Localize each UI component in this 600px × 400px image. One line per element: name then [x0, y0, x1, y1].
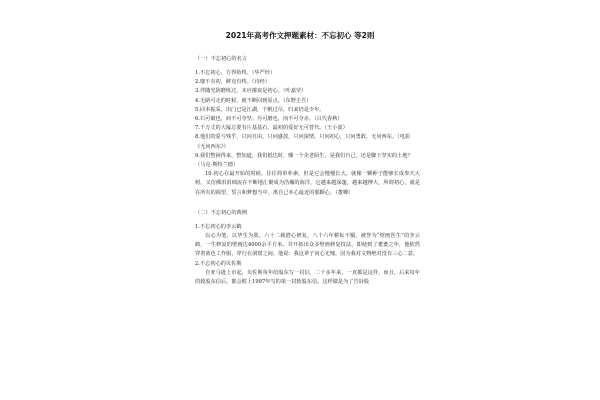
quote-item: 9.我们整困得来，整知道，我们抵达时，哪一个企老陌生，是我们自己，还是脚下坚实的土地？（马克·斯特兰德）: [195, 152, 413, 169]
quote-item: 1.不忘初心，方得始终。（华严经）: [195, 70, 276, 76]
example-subheading: 2.不忘初心的贝佐斯: [195, 260, 242, 267]
section-heading-quotes: （一）不忘初心的名言: [195, 56, 247, 62]
quote-item: 2.靡不有初，鲜克有终。（诗经）: [195, 79, 270, 86]
quote-item: 6.石可破也，而不可夺坚；丹可磨也，而不可夺赤。（吕氏春秋）: [195, 116, 343, 123]
section-heading-examples: （二）不忘初心的典例: [195, 209, 247, 216]
document-body: [195, 50, 420, 287]
quote-item: 8.他们的爱与残乎，只问自由，只问盛放，只问深情，只问初心，只问勇敢，无问西东。（电影《无问西东》）: [195, 134, 411, 150]
quote-item: 7.千万丈的大厦总要有片基基石，最初的爱好无可替代。（王小波）: [195, 125, 348, 132]
example-paragraph: 以心为笔，以毕生为墨。六十二载潜心修复，八十六年耕耘不辍，被誉为“壁画医生”的李云鹤，一生修复的壁画达4000余平方米。并开拓出众多壁画修复技法，即使到了耄耋之年，他依然穿着蓝色工作服，穿行在洞窟之间。他说：我这辈子问心无愧，因为我对文物绝对没有三心二意。: [195, 233, 420, 258]
example-subheading: 1.不忘初心的李云鹤: [195, 223, 242, 230]
example-paragraph: 自亚马逊上市起，贝佐斯每年给股东写一封信，二十多年来，一直都是这样。而且，后来每年的致股东信后，都会附上1997年写的第一封致股东信。这样做是为了告诉股: [195, 269, 420, 286]
quote-item: 5.回本振采，出门已是江湖，千帆过尽，归来仍是少年。: [195, 106, 325, 113]
quote-paragraph: 10.初心在最开始的时候，往往简单朴素，但是它会慢慢长大，就像一颗种子能够长成参天大树。又仿佛涓涓细流在不断地汇聚成为浩瀚的海洋，它越来越深邃，越来越博大，所谓初心，就是在所有的渴望、誓言和梦想当中，离自己本心最近的那颗心。（董卿）: [195, 171, 420, 196]
quote-item: 4.无路可走的时候，就不断回到原点。（东野圭吾）: [195, 97, 312, 104]
quote-item: 3.伴随光阴磨练过，未应摧衰是初心。（叶嘉莹）: [195, 88, 307, 95]
document-title: 2021年高考作文押题素材：不忘初心 等2则: [225, 31, 375, 40]
